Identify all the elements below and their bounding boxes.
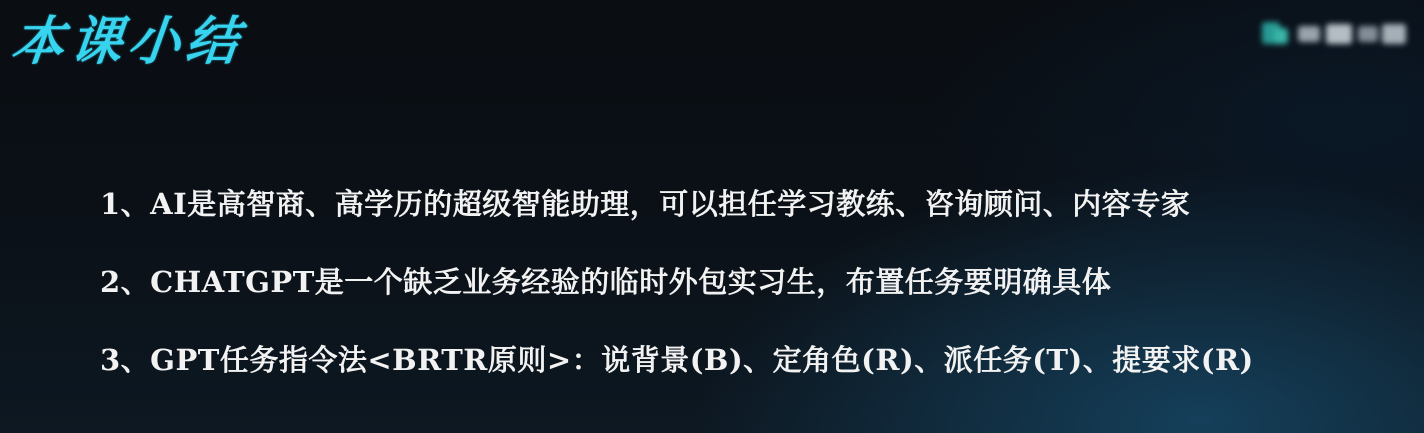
summary-list xyxy=(100,185,1254,419)
summary-item: 3、GPT任务指令法<BRTR原则>：说背景(B)、定角色(R)、派任务(T)、提要求(R) xyxy=(100,343,1254,377)
logo-icon xyxy=(1254,16,1414,50)
summary-item: 1、AI是高智商、高学历的超级智能助理，可以担任学习教练、咨询顾问、内容专家 xyxy=(100,187,1191,221)
slide-title: 本课小结 xyxy=(8,12,248,72)
summary-item: 2、CHATGPT是一个缺乏业务经验的临时外包实习生，布置任务要明确具体 xyxy=(100,265,1112,299)
